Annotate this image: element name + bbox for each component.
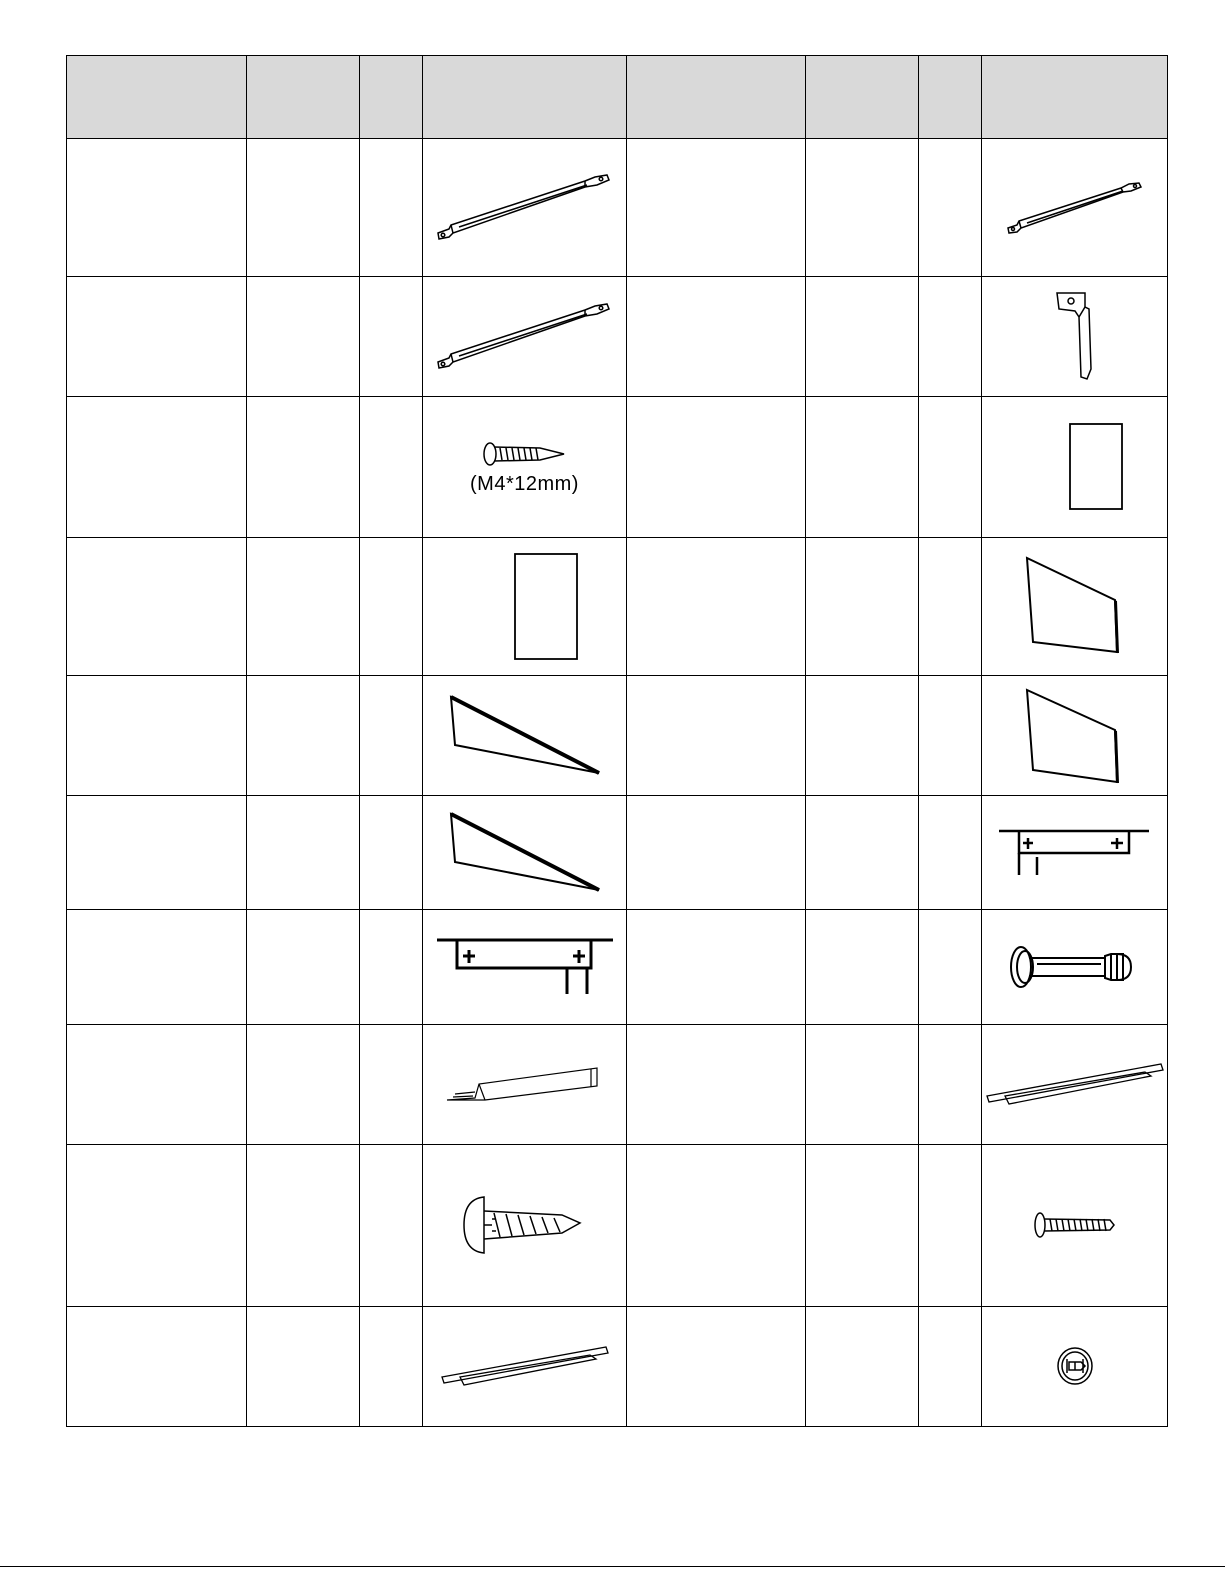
slim-rail-icon [985, 1062, 1165, 1107]
cell [627, 909, 806, 1024]
header-cell [627, 56, 806, 139]
cell [423, 909, 627, 1024]
cell [806, 909, 919, 1024]
cell [423, 1024, 627, 1144]
rectangular-panel-icon [1068, 422, 1128, 512]
cell [982, 676, 1168, 796]
cell [423, 277, 627, 397]
short-bracket-bar-icon [1005, 178, 1145, 238]
l-bracket-icon [1045, 289, 1105, 384]
table-row [67, 676, 1168, 796]
page-bottom-rule [0, 1566, 1225, 1567]
cell [627, 397, 806, 538]
parts-table [66, 55, 1168, 1427]
table-row [67, 796, 1168, 909]
cell [806, 139, 919, 277]
frame-bracket-icon [435, 936, 615, 998]
cell [919, 676, 982, 796]
cell [360, 1144, 423, 1306]
table-row [67, 139, 1168, 277]
angle-rail-icon [445, 1064, 605, 1104]
table-row [67, 1024, 1168, 1144]
cell [360, 1306, 423, 1426]
cell [360, 277, 423, 397]
cell [360, 397, 423, 538]
cell [423, 676, 627, 796]
cell [919, 796, 982, 909]
cell [627, 1024, 806, 1144]
cell [982, 397, 1168, 538]
table-row [67, 1306, 1168, 1426]
cell [919, 909, 982, 1024]
header-cell [919, 56, 982, 139]
cell [67, 796, 247, 909]
mushroom-screw-icon [462, 1195, 587, 1255]
header-row [67, 56, 1168, 139]
table-row [67, 277, 1168, 397]
header-cell [360, 56, 423, 139]
cell [806, 1024, 919, 1144]
table-row [67, 397, 1168, 538]
header-cell [247, 56, 360, 139]
cell [919, 1144, 982, 1306]
cell [67, 676, 247, 796]
cell [67, 397, 247, 538]
cell [919, 538, 982, 676]
cell [919, 139, 982, 277]
cell [67, 1024, 247, 1144]
cell [360, 909, 423, 1024]
cell [360, 139, 423, 277]
cell [360, 1024, 423, 1144]
cell [806, 796, 919, 909]
cell [806, 277, 919, 397]
cell [67, 909, 247, 1024]
cell [360, 796, 423, 909]
hinge-pin-icon [1007, 942, 1142, 992]
cell [67, 1144, 247, 1306]
table-row [67, 1144, 1168, 1306]
cell [423, 1306, 627, 1426]
header-cell [67, 56, 247, 139]
cell [982, 1144, 1168, 1306]
frame-bracket-icon [997, 827, 1152, 877]
cell [982, 1306, 1168, 1426]
trapezoid-panel-icon [1025, 554, 1125, 659]
cell [919, 1024, 982, 1144]
machine-screw-icon [1032, 1210, 1117, 1240]
cell [806, 1306, 919, 1426]
table-row [67, 538, 1168, 676]
slim-rail-icon [440, 1345, 610, 1387]
cell [423, 796, 627, 909]
cell [806, 538, 919, 676]
cell [919, 397, 982, 538]
cell [67, 1306, 247, 1426]
cell [627, 277, 806, 397]
cell [247, 1306, 360, 1426]
cell [806, 397, 919, 538]
cell [982, 1024, 1168, 1144]
long-bracket-bar-icon [435, 173, 615, 243]
triangular-panel-icon [445, 810, 605, 895]
cell [982, 139, 1168, 277]
cell [247, 1024, 360, 1144]
cell [360, 676, 423, 796]
cell [247, 909, 360, 1024]
triangular-panel-icon [445, 693, 605, 778]
cell [247, 277, 360, 397]
cell [627, 1144, 806, 1306]
cell [247, 139, 360, 277]
header-cell [423, 56, 627, 139]
cell [627, 538, 806, 676]
screw-size-note: (M4*12mm) [470, 472, 579, 495]
cell [919, 1306, 982, 1426]
cell [67, 277, 247, 397]
cell [982, 796, 1168, 909]
cell [423, 538, 627, 676]
header-cell [982, 56, 1168, 139]
cell [67, 139, 247, 277]
cell [806, 1144, 919, 1306]
cell [627, 1306, 806, 1426]
cell [982, 538, 1168, 676]
trapezoid-panel-icon [1025, 686, 1125, 786]
cell [982, 277, 1168, 397]
cell [423, 1144, 627, 1306]
cell [423, 139, 627, 277]
cell [67, 538, 247, 676]
cell [247, 538, 360, 676]
cell [982, 909, 1168, 1024]
wood-screw-icon [480, 439, 570, 469]
rectangular-panel-icon [513, 552, 581, 662]
cell [247, 796, 360, 909]
long-bracket-bar-icon [435, 302, 615, 372]
cell [360, 538, 423, 676]
plastic-clip-icon [1055, 1345, 1095, 1387]
cell [247, 676, 360, 796]
cell [627, 139, 806, 277]
cell [247, 397, 360, 538]
cell [806, 676, 919, 796]
cell [919, 277, 982, 397]
cell [627, 796, 806, 909]
cell [627, 676, 806, 796]
table-row [67, 909, 1168, 1024]
header-cell [806, 56, 919, 139]
cell [423, 397, 627, 538]
cell [247, 1144, 360, 1306]
